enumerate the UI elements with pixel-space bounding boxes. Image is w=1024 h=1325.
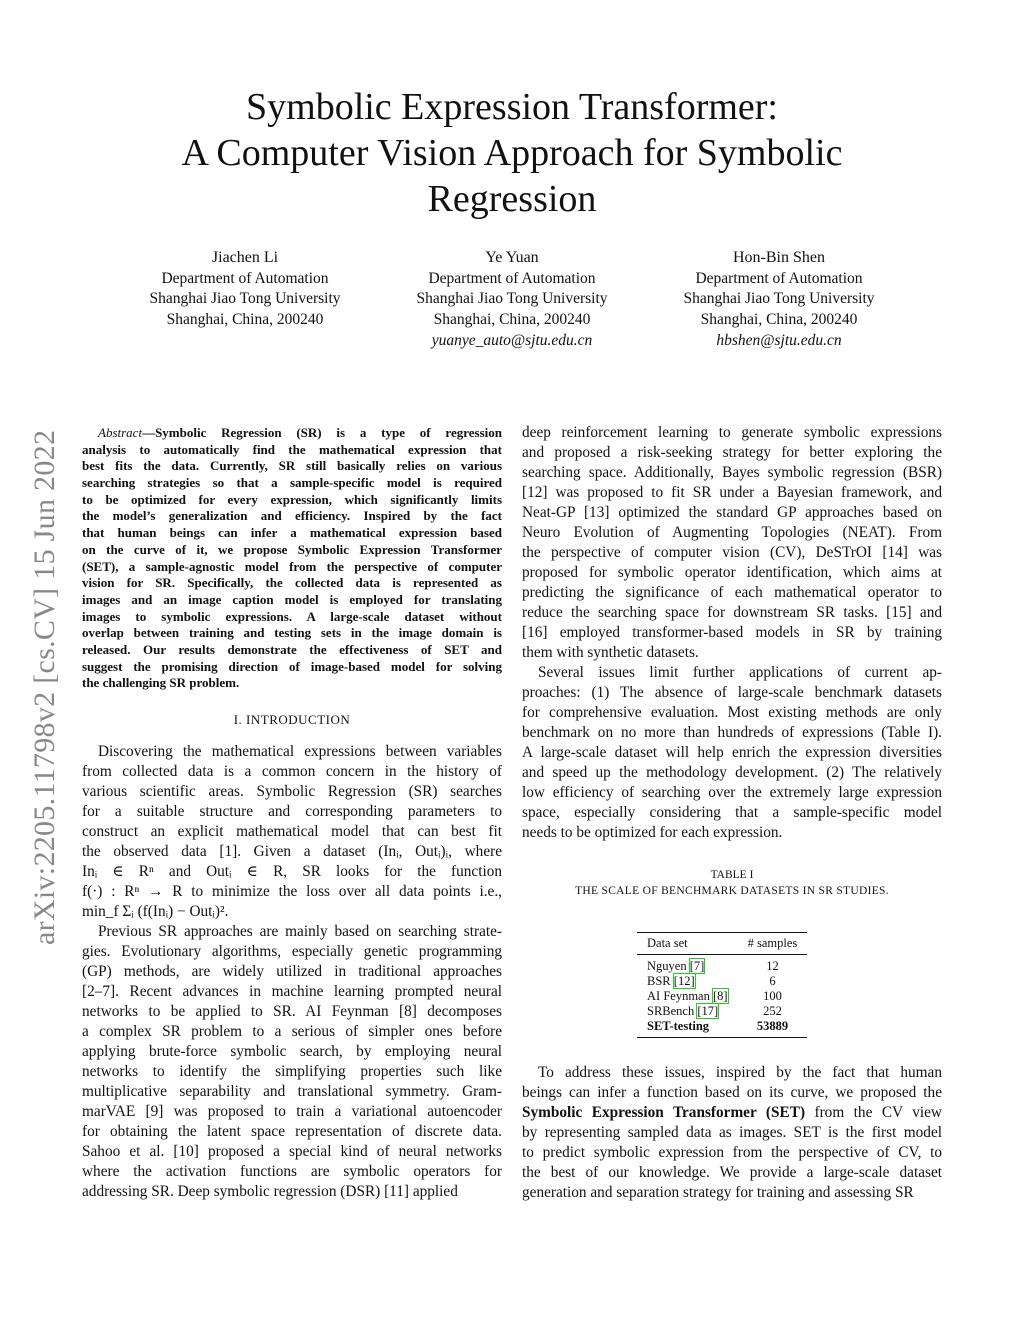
author-email[interactable]: yuanye_auto@sjtu.edu.cn [431,331,593,349]
dataset-name: Nguyen [647,959,687,973]
dataset-name-cell [637,1004,738,1019]
text-line: networks to identify the simplifying properties such like [82,1063,502,1080]
text-line: reduce the searching space for downstream SR tasks. [15] and [522,604,942,621]
samples-cell: 53889 [738,1019,808,1038]
abstract-line: released. Our results demonstrate the effectiveness of SET and [82,641,502,657]
text-line: various scientific areas. Symbolic Regression (SR) searches [82,783,502,800]
author-dept: Department of Automation [428,269,596,287]
abstract-line: analysis to automatically find the mathematical expression that [82,441,502,457]
right-column-bottom [522,1063,942,1203]
paper-title [0,84,1024,222]
abstract-text: —Symbolic Regression (SR) is a type of regression [142,425,502,440]
text-line: proaches: (1) The absence of large-scale benchmark datasets [522,684,942,701]
abstract-label: Abstract [98,425,143,440]
text-line: [2–7]. Recent advances in machine learning prompted neural [82,983,502,1000]
text-line: benchmark on no more than hundreds of expressions (Table I). [522,724,942,741]
right-column-body [522,423,942,843]
dataset-name: AI Feynman [647,989,710,1003]
text-line: Sahoo et al. [10] proposed a special kind of neural networks [82,1143,502,1160]
section-heading: I. INTRODUCTION [233,712,351,727]
text-line: a complex SR problem to a serious of simpler ones before [82,1023,502,1040]
text-line: A large-scale dataset will help enrich the expression diversities [522,744,942,761]
abstract-line: to be optimized for every expression, which significantly limits [82,491,502,507]
author-dept: Department of Automation [161,269,329,287]
abstract-line: suggest the promising direction of image-based model for solving [82,658,502,674]
text-line: networks to be applied to SR. AI Feynman [8] decomposes [82,1003,502,1020]
abstract-line: (SET), a sample-agnostic model from the perspective of computer [82,558,502,574]
text-line: the observed data [1]. Given a dataset (Inᵢ, Outᵢ)ᵢ, where [82,843,502,860]
samples-cell: 100 [763,989,782,1003]
citation-link[interactable]: [8] [712,989,728,1003]
table-row [637,955,807,975]
citation-number: 8 [717,989,724,1003]
emphasis-text: Symbolic Expression Transformer (SET) [522,1104,806,1121]
dataset-name-cell [637,974,738,989]
text-line: addressing SR. Deep symbolic regression (DSR) [11] applied [82,1183,458,1200]
text-line: applying brute-force symbolic search, by employing neural [82,1043,502,1060]
dataset-name-cell [637,989,738,1004]
text-line: low efficiency of searching over the extremely large expression [522,784,942,801]
abstract-line: that human beings can infer a mathematical expression based [82,525,502,541]
text-line: To address these issues, inspired by the fact that human [538,1064,942,1081]
text-line: min_f Σᵢ (f(Inᵢ) − Outᵢ)². [82,903,229,920]
text-line: and speed up the methodology development. (2) The relatively [522,764,942,781]
abstract [82,425,502,692]
text-line: for comprehensive evaluation. Most existing methods are only [522,704,942,721]
dataset-name: BSR [647,974,671,988]
title-line: Regression [427,178,597,220]
text-line: deep reinforcement learning to generate symbolic expressions [522,424,942,441]
text-line: and proposed a risk-seeking strategy for better exploring the [522,444,942,461]
author-name: Ye Yuan [485,249,539,266]
text-line: from collected data is a common concern in the history of [82,763,502,780]
author-block [95,248,395,331]
author-email[interactable]: hbshen@sjtu.edu.cn [716,331,842,349]
abstract-line: on the curve of it, we propose Symbolic Expression Transformer [82,541,502,557]
citation-link[interactable]: [12] [673,974,695,988]
table-row [637,974,807,989]
text-line: (GP) methods, are widely utilized in traditional approaches [82,963,502,980]
text-line: where the activation functions are symbolic operators for [82,1163,502,1180]
title-line: A Computer Vision Approach for Symbolic [181,132,843,174]
dataset-name-cell [637,1019,738,1038]
text-line: Symbolic Expression Transformer (SET) from the CV view [522,1104,942,1121]
text-line: f(·) : Rⁿ → R to minimize the loss over all data points i.e., [82,883,502,900]
text-line: needs to be optimized for each expression. [522,824,783,841]
abstract-line: the model’s generalization and efficiency. Inspired by the fact [82,508,502,524]
text-line: Neuro Evolution of Augmenting Topologies (NEAT). From [522,524,942,541]
left-column-body [82,742,502,1202]
author-univ: Shanghai Jiao Tong University [416,290,608,308]
abstract-line: images and an image caption model is employed for translating [82,591,502,607]
text-line: for a suitable structure and corresponding parameters to [82,803,502,820]
text-line: gies. Evolutionary algorithms, especially genetic programming [82,943,502,960]
table-label: TABLE I [710,869,754,881]
author-univ: Shanghai Jiao Tong University [149,290,341,308]
author-address: Shanghai, China, 200240 [433,311,591,329]
dataset-name: SET-testing [647,1019,710,1033]
benchmark-table [637,932,807,1038]
text-line: the best of our knowledge. We provide a large-scale dataset [522,1164,942,1181]
text-line: Discovering the mathematical expressions between variables [98,743,502,760]
text-line: Neat-GP [13] optimized the standard GP approaches based on [522,504,942,521]
table-row [637,1019,807,1038]
text-line: generation and separation strategy for training and assessing SR [522,1184,914,1201]
author-block [629,248,929,352]
abstract-line: vision for SR. Specifically, the collected data is represented as [82,575,502,591]
text-line: [16] employed transformer-based models in SR by training [522,624,942,641]
dataset-name-cell [637,955,738,975]
table-row [637,1004,807,1019]
text-line: to predict symbolic expression from the perspective of CV, to [522,1144,942,1161]
text-line: searching space. Additionally, Bayes symbolic regression (BSR) [522,464,942,481]
dataset-name: SRBench [647,1004,695,1018]
citation-link[interactable]: [17] [697,1004,719,1018]
text-line: [12] was proposed to fit SR under a Bayesian framework, and [522,484,942,501]
abstract-line: images to symbolic expressions. A large-scale dataset without [82,608,502,624]
text-line: beings can infer a function based on its curve, we proposed the [522,1084,942,1101]
title-line: Symbolic Expression Transformer: [246,86,778,128]
table-header: # samples [738,933,808,955]
citation-number: 7 [693,959,701,973]
abstract-line [82,425,502,442]
samples-cell: 6 [769,974,776,988]
text-line: Several issues limit further applications of current ap- [538,664,942,681]
text-line: them with synthetic datasets. [522,644,699,661]
abstract-line: overlap between training and testing sets in the image domain is [82,625,502,641]
author-address: Shanghai, China, 200240 [166,311,324,329]
text-line: space, especially considering that a sample-specific model [522,804,942,821]
author-address: Shanghai, China, 200240 [700,311,858,329]
author-dept: Department of Automation [695,269,863,287]
text-line: multiplicative separability and translational symmetry. Gram- [82,1083,502,1100]
text-line: Inᵢ ∈ Rⁿ and Outᵢ ∈ R, SR looks for the function [82,863,502,880]
abstract-line: searching strategies so that a sample-specific model is required [82,475,502,491]
citation-number: 12 [677,974,691,988]
samples-cell: 12 [766,959,779,973]
text-line: proposed for symbolic operator identification, which aims at [522,564,942,581]
author-name: Hon-Bin Shen [733,249,825,266]
abstract-line: best fits the data. Currently, SR still basically relies on various [82,458,502,474]
author-block [362,248,662,352]
text-line: predicting the significance of each mathematical operator to [522,584,942,601]
text-line: Previous SR approaches are mainly based on searching strate- [98,923,502,940]
text-line: the perspective of computer vision (CV), DeSTrOI [14] was [522,544,942,561]
author-univ: Shanghai Jiao Tong University [683,290,875,308]
table-caption: THE SCALE OF BENCHMARK DATASETS IN SR STUDIES. [575,885,889,897]
text-line: for obtaining the latent space representation of discrete data. [82,1123,502,1140]
arxiv-identifier: arXiv:2205.11798v2 [cs.CV] 15 Jun 2022 [28,429,61,945]
abstract-line: the challenging SR problem. [82,675,240,691]
table-header: Data set [637,933,738,955]
citation-link[interactable]: [7] [689,959,705,973]
text-line: construct an explicit mathematical model that can best fit [82,823,502,840]
author-name: Jiachen Li [211,249,279,266]
text-line: marVAE [9] was proposed to train a variational autoencoder [82,1103,502,1120]
citation-number: 17 [701,1004,715,1018]
samples-cell: 252 [763,1004,782,1018]
table-row [637,989,807,1004]
text-line: by representing sampled data as images. SET is the first model [522,1124,942,1141]
